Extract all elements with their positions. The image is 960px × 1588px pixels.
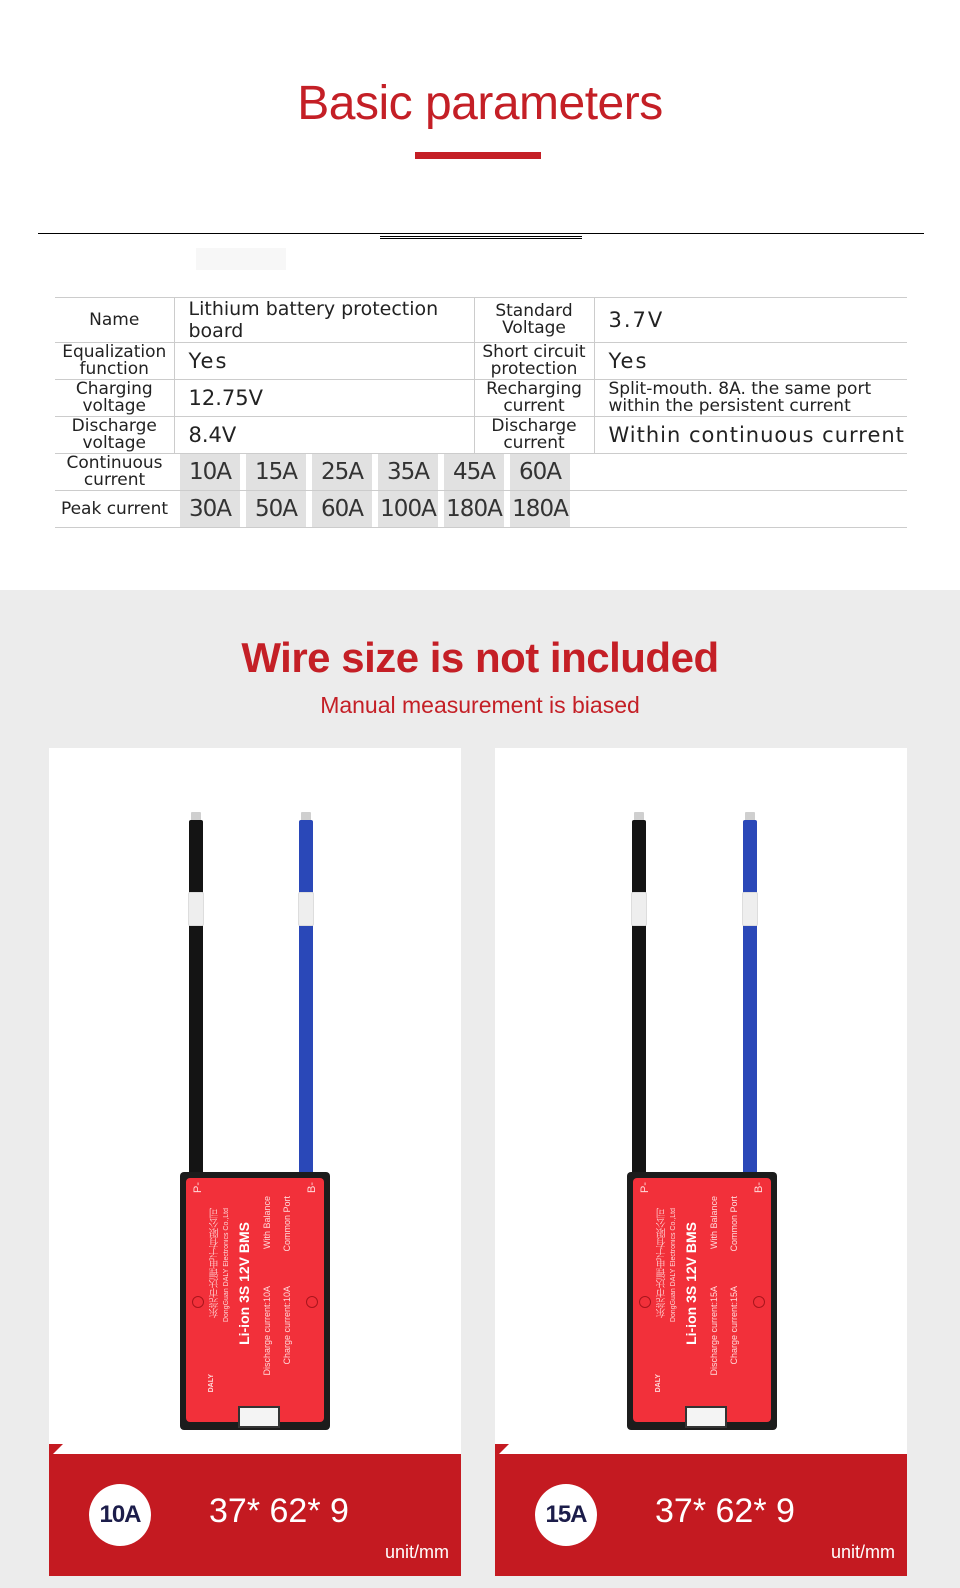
- product-card: [495, 748, 907, 1576]
- bms-board: [627, 1172, 777, 1430]
- amp-value: 25A: [312, 454, 372, 490]
- param-value: Split-mouth. 8A. the same port within the persistent current: [594, 380, 907, 417]
- peak-current-values: [174, 491, 907, 528]
- company-en: DongGuan DALY Electronics Co.,Ltd: [223, 1208, 230, 1323]
- brand-logo: DALY: [208, 1373, 215, 1392]
- param-value: Lithium battery protection board: [174, 298, 474, 343]
- mount-hole: [306, 1296, 318, 1308]
- amp-value: 15A: [246, 454, 306, 490]
- charge-label: Charge current:10A: [282, 1286, 292, 1365]
- param-label: Charging voltage: [55, 380, 174, 417]
- title-underline: [415, 152, 541, 159]
- unit-label: unit/mm: [830, 1542, 895, 1562]
- dimensions-section: [0, 590, 960, 1588]
- blue-wire: [299, 820, 313, 1180]
- amp-value: 180A: [444, 491, 504, 527]
- balance-connector: [685, 1406, 727, 1428]
- param-label: Name: [55, 298, 174, 343]
- param-label: Peak current: [55, 491, 174, 528]
- param-value: Yes: [174, 343, 474, 380]
- amp-value: 10A: [180, 454, 240, 490]
- b-label: B-: [753, 1182, 765, 1193]
- wire-label-sleeve: [631, 892, 647, 926]
- mount-hole: [753, 1296, 765, 1308]
- divider-accent: [380, 236, 582, 239]
- dimensions-value: 37* 62* 9: [209, 1492, 349, 1530]
- p-label: P-: [192, 1182, 204, 1193]
- param-label: Standard Voltage: [474, 298, 594, 343]
- wire-label-sleeve: [742, 892, 758, 926]
- amp-value: 50A: [246, 491, 306, 527]
- discharge-label: Discharge current:10A: [262, 1286, 272, 1376]
- param-value: Yes: [594, 343, 907, 380]
- bms-board: [180, 1172, 330, 1430]
- company-cn: 东莞市达锂电子有限公司: [210, 1208, 221, 1318]
- mount-hole: [639, 1296, 651, 1308]
- company-en: DongGuan DALY Electronics Co.,Ltd: [670, 1208, 677, 1323]
- param-value: 3.7V: [594, 298, 907, 343]
- table-row: [55, 491, 907, 528]
- amp-value: 100A: [378, 491, 438, 527]
- black-wire: [632, 820, 646, 1180]
- amp-value: 60A: [312, 491, 372, 527]
- balance-connector: [238, 1406, 280, 1428]
- balance-label: With Balance: [709, 1196, 719, 1250]
- amp-value: 180A: [510, 491, 570, 527]
- port-label: Common Port: [282, 1196, 292, 1252]
- black-wire: [189, 820, 203, 1180]
- wire-label-sleeve: [298, 892, 314, 926]
- param-label: Equalization function: [55, 343, 174, 380]
- continuous-current-values: [174, 454, 907, 491]
- amp-value: 30A: [180, 491, 240, 527]
- table-row: [55, 417, 907, 454]
- brand-logo: DALY: [655, 1373, 662, 1392]
- p-label: P-: [639, 1182, 651, 1193]
- discharge-label: Discharge current:15A: [709, 1286, 719, 1376]
- board-title: Li-ion 3S 12V BMS: [683, 1222, 699, 1345]
- table-row: [55, 380, 907, 417]
- company-cn: 东莞市达锂电子有限公司: [657, 1208, 668, 1318]
- param-label: Continuous current: [55, 454, 174, 491]
- param-label: Recharging current: [474, 380, 594, 417]
- rating-badge: 10A: [89, 1484, 151, 1546]
- faint-artifact: [196, 248, 286, 270]
- b-label: B-: [306, 1182, 318, 1193]
- blue-wire: [743, 820, 757, 1180]
- param-value: 12.75V: [174, 380, 474, 417]
- mount-hole: [192, 1296, 204, 1308]
- product-card: [49, 748, 461, 1576]
- param-value: 8.4V: [174, 417, 474, 454]
- table-row: [55, 298, 907, 343]
- section-title: Wire size is not included: [241, 634, 719, 681]
- charge-label: Charge current:15A: [729, 1286, 739, 1365]
- parameters-table: [55, 297, 907, 528]
- param-value: Within continuous current: [594, 417, 907, 454]
- amp-value: 35A: [378, 454, 438, 490]
- rating-badge: 15A: [535, 1484, 597, 1546]
- unit-label: unit/mm: [384, 1542, 449, 1562]
- param-label: Discharge current: [474, 417, 594, 454]
- param-label: Short circuit protection: [474, 343, 594, 380]
- dimensions-value: 37* 62* 9: [655, 1492, 795, 1530]
- board-title: Li-ion 3S 12V BMS: [236, 1222, 252, 1345]
- section-title: Basic parameters: [297, 77, 663, 130]
- port-label: Common Port: [729, 1196, 739, 1252]
- basic-parameters-section: [0, 0, 960, 590]
- wire-label-sleeve: [188, 892, 204, 926]
- divider: [38, 233, 924, 234]
- param-label: Discharge voltage: [55, 417, 174, 454]
- balance-label: With Balance: [262, 1196, 272, 1250]
- amp-value: 45A: [444, 454, 504, 490]
- amp-value: 60A: [510, 454, 570, 490]
- table-row: [55, 343, 907, 380]
- section-subtitle: Manual measurement is biased: [320, 692, 640, 718]
- table-row: [55, 454, 907, 491]
